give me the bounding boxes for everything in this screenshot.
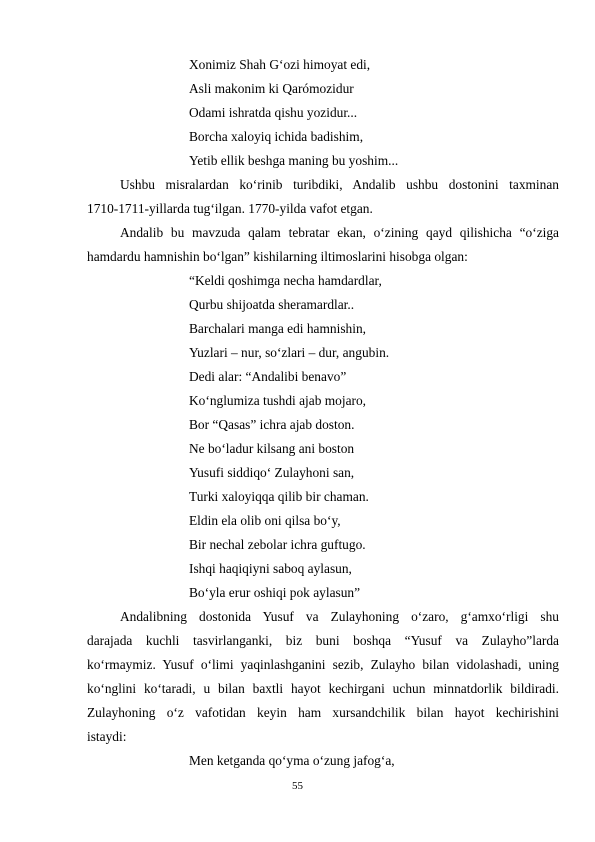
paragraph-line: istaydi:	[87, 729, 127, 744]
verse-line: Borcha xaloyiq ichida badishim,	[189, 129, 364, 144]
verse-line: Ko‘nglumiza tushdi ajab mojaro,	[189, 393, 367, 408]
verse-line: Bo‘yla erur oshiqi pok aylasun”	[189, 585, 361, 600]
paragraph-line: Zulayhoning o‘z vafotidan keyin ham xursandchilik bilan hayot kechirishini	[87, 705, 559, 720]
verse-line: Ishqi haqiqiyni saboq aylasun,	[189, 561, 352, 576]
paragraph-line: 1710-1711-yillarda tug‘ilgan. 1770-yilda vafot etgan.	[87, 201, 373, 216]
verse-line: Yuzlari – nur, so‘zlari – dur, angubin.	[189, 345, 390, 360]
verse-line: Asli makonim ki Qarómozidur	[189, 81, 354, 96]
verse-line: Qurbu shijoatda sheramardlar..	[189, 297, 355, 312]
paragraph-line: darajada kuchli tasvirlanganki, biz buni boshqa “Yusuf va Zulayho”larda	[87, 633, 559, 648]
verse-line: Xonimiz Shah G‘ozi himoyat edi,	[189, 57, 371, 72]
paragraph-line: Andalib bu mavzuda qalam tebratar ekan, o‘zining qayd qilishicha “o‘ziga	[120, 225, 559, 240]
verse-line: Ne bo‘ladur kilsang ani boston	[189, 441, 355, 456]
paragraph-line: Andalibning dostonida Yusuf va Zulayhoning o‘zaro, g‘amxo‘rligi shu	[120, 609, 559, 624]
verse-line: Yusufi siddiqo‘ Zulayhoni san,	[189, 465, 355, 480]
verse-line: Turki xaloyiqqa qilib bir chaman.	[189, 489, 369, 504]
page-number: 55	[292, 780, 303, 792]
verse-line: Barchalari manga edi hamnishin,	[189, 321, 366, 336]
verse-line: “Keldi qoshimga necha hamdardlar,	[189, 273, 382, 288]
verse-line: Bir nechal zebolar ichra guftugo.	[189, 537, 366, 552]
verse-line: Dedi alar: “Andalibi benavo”	[189, 369, 347, 384]
verse-line: Men ketganda qo‘yma o‘zung jafog‘a,	[189, 753, 395, 768]
verse-line: Bor “Qasas” ichra ajab doston.	[189, 417, 355, 432]
paragraph-line: ko‘rmaymiz. Yusuf o‘limi yaqinlashganini sezib, Zulayho bilan vidolashadi, uning	[87, 657, 559, 672]
verse-line: Eldin ela olib oni qilsa bo‘y,	[189, 513, 341, 528]
paragraph-line: ko‘nglini ko‘taradi, u bilan baxtli hayot kechirgani uchun minnatdorlik bildiradi.	[87, 681, 559, 696]
paragraph-line: hamdardu hamnishin bo‘lgan” kishilarning iltimoslarini hisobga olgan:	[87, 249, 468, 264]
verse-line: Odami ishratda qishu yozidur...	[189, 105, 358, 120]
paragraph-line: Ushbu misralardan ko‘rinib turibdiki, Andalib ushbu dostonini taxminan	[120, 177, 559, 192]
verse-line: Yetib ellik beshga maning bu yoshim...	[189, 153, 399, 168]
